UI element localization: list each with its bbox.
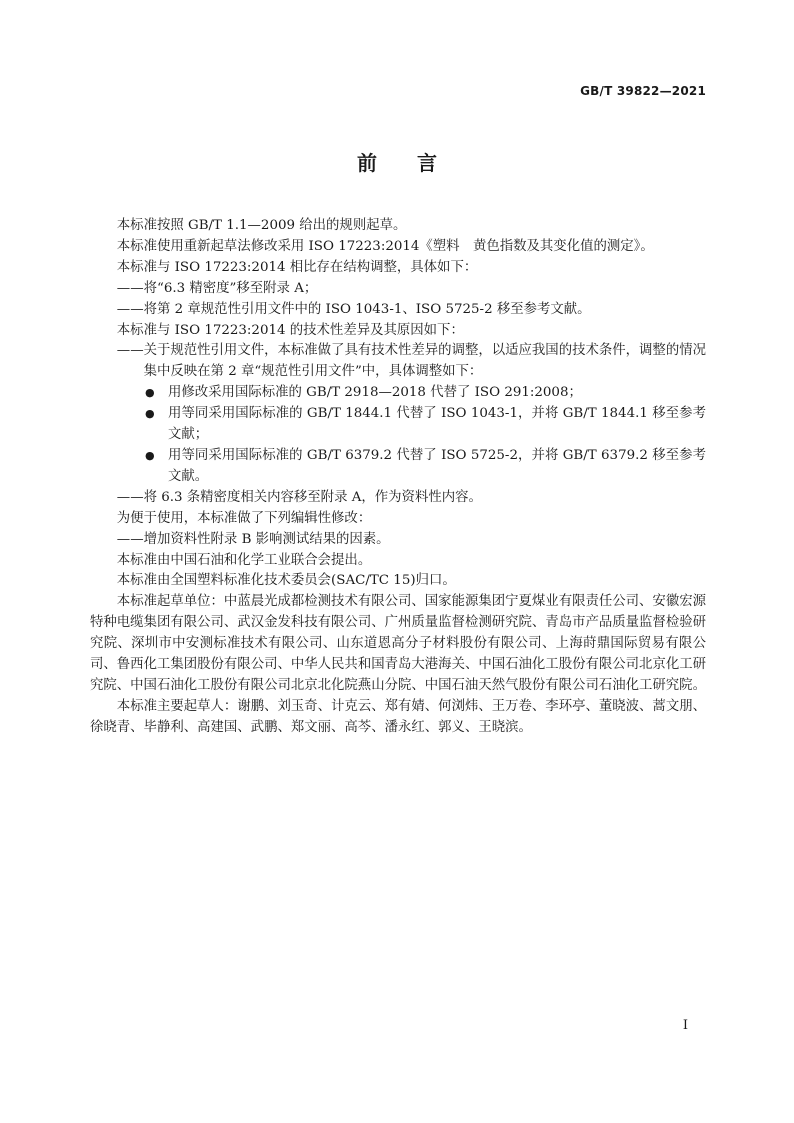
paragraph-technical-differences: 本标准与 ISO 17223:2014 的技术性差异及其原因如下： xyxy=(116,322,464,338)
paragraph-drafting-rules: 本标准按照 GB/T 1.1—2009 给出的规则起草。 xyxy=(116,218,407,233)
bullet-icon: ● xyxy=(145,386,155,400)
bullet-text: 用修改采用国际标准的 GB/T 2918—2018 代替了 ISO 291:2008； xyxy=(168,385,582,401)
paragraph-committee: 本标准由全国塑料标准化技术委员会(SAC/TC 15)归口。 xyxy=(116,573,456,589)
bullet-icon: ● xyxy=(145,448,155,462)
paragraph-proposer: 本标准由中国石油和化学工业联合会提出。 xyxy=(116,552,372,568)
page-number: I xyxy=(682,1018,688,1033)
bullet-item-gbt2918 xyxy=(90,383,706,404)
bullet-icon: ● xyxy=(145,407,155,421)
paragraph-structure-changes: 本标准与 ISO 17223:2014 相比存在结构调整，具体如下： xyxy=(116,259,478,275)
bullet-item-gbt6379 xyxy=(90,446,706,488)
standard-number: GB/T 39822—2021 xyxy=(580,84,706,98)
preface-body xyxy=(90,216,706,739)
dash-item-precision-annex: ——将 6.3 条精密度相关内容移至附录 A，作为资料性内容。 xyxy=(116,489,482,505)
bullet-text: 用等同采用国际标准的 GB/T 6379.2 代替了 ISO 5725-2，并将 GB/T 6379.2 移至参考文献。 xyxy=(168,447,706,484)
paragraph-drafters: 本标准主要起草人：谢鹏、刘玉奇、计克云、郑有婧、何浏炜、王万卷、李环亭、董晓波、蒿文朋、徐晓青、毕静利、高建国、武鹏、郑文丽、高芩、潘永红、郭义、王晓滨。 xyxy=(90,698,706,735)
paragraph-editorial-changes: 为便于使用，本标准做了下列编辑性修改： xyxy=(116,510,372,526)
dash-item-normative-references: ——关于规范性引用文件，本标准做了具有技术性差异的调整，以适应我国的技术条件，调整的情况集中反映在第 2 章“规范性引用文件”中，具体调整如下： xyxy=(116,343,706,380)
dash-item-precision-moved: ——将“6.3 精密度”移至附录 A； xyxy=(116,280,318,296)
bullet-item-gbt1844 xyxy=(90,404,706,446)
paragraph-adoption-method: 本标准使用重新起草法修改采用 ISO 17223:2014《塑料 黄色指数及其变化值的测定》。 xyxy=(116,238,654,254)
page-title: 前 言 xyxy=(357,151,437,175)
paragraph-drafting-organizations: 本标准起草单位：中蓝晨光成都检测技术有限公司、国家能源集团宁夏煤业有限责任公司、安徽宏源特种电缆集团有限公司、武汉金发科技有限公司、广州质量监督检测研究院、青岛市产品质量监督检验研究院、深圳市中安测标准技术有限公司、山东道恩高分子材料股份有限公司、上海莳鼎国际贸易有限公司、鲁西化工集团股份有限公司、中华人民共和国青岛大港海关、中国石油化工股份有限公司北京化工研究院、中国石油化工股份有限公司北京北化院燕山分院、中国石油天然气股份有限公司石油化工研究院。 xyxy=(90,594,706,693)
dash-item-references-moved: ——将第 2 章规范性引用文件中的 ISO 1043-1、ISO 5725-2 移至参考文献。 xyxy=(116,301,591,317)
bullet-text: 用等同采用国际标准的 GB/T 1844.1 代替了 ISO 1043-1，并将 GB/T 1844.1 移至参考文献； xyxy=(168,406,706,443)
dash-item-annex-b: ——增加资料性附录 B 影响测试结果的因素。 xyxy=(116,531,390,547)
